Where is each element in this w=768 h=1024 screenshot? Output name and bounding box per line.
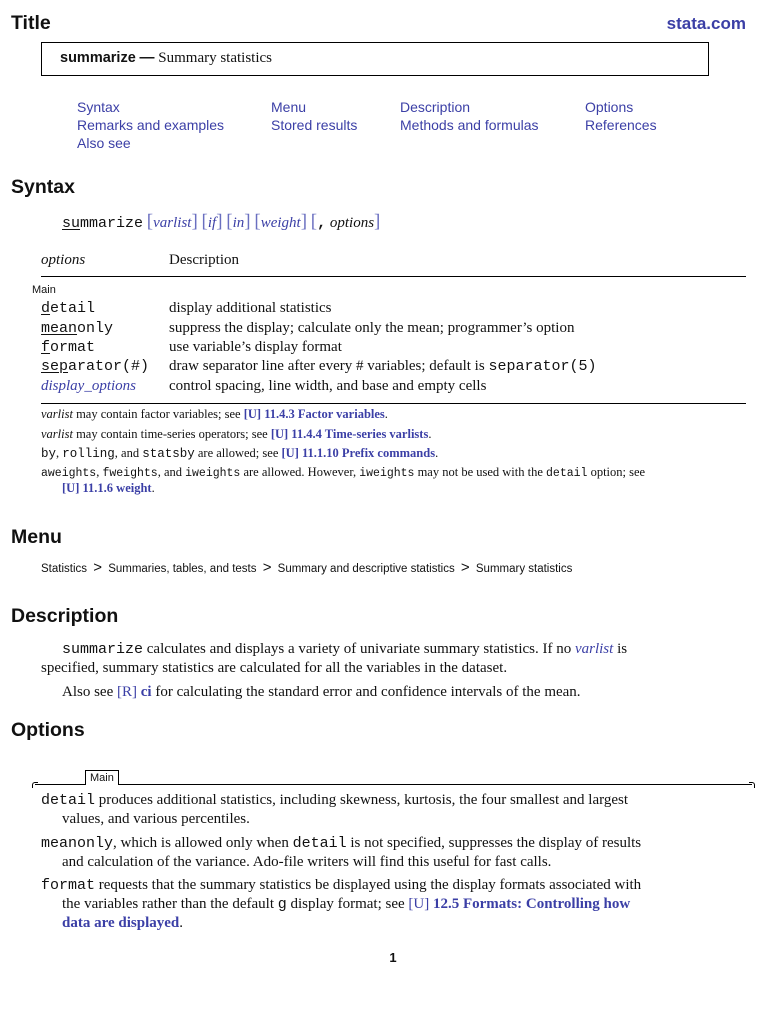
note-statsby: statsby <box>142 447 195 461</box>
note-text: , <box>56 446 63 460</box>
menu-separator: > <box>262 559 272 576</box>
title-dash: — <box>139 49 155 66</box>
description-paragraph-2 <box>62 683 581 701</box>
option-description: draw separator line after every # variables; default is <box>169 358 485 374</box>
syntax-in-link[interactable]: in <box>232 215 245 231</box>
options-tab-main: Main <box>85 770 119 785</box>
note-weights <box>41 465 746 496</box>
option-rest: only <box>77 320 114 337</box>
bracket-close: ] <box>216 211 223 232</box>
nav-link-also-see[interactable]: Also see <box>77 135 131 151</box>
opt-g: g <box>277 896 287 913</box>
note-text: are allowed; see <box>194 446 282 460</box>
option-description: suppress the display; calculate only the mean; programmer’s option <box>169 320 575 336</box>
option-row-display-options <box>41 378 746 398</box>
nav-link-references[interactable]: References <box>585 117 657 133</box>
syntax-options: options <box>329 215 375 231</box>
opt-format: format <box>41 877 96 894</box>
link-ci[interactable]: ci <box>140 684 152 700</box>
bracket-close: ] <box>191 211 198 232</box>
desc-summarize: summarize <box>62 641 144 658</box>
note-period: . <box>384 407 388 421</box>
desc-text: for calculating the standard error and confidence intervals of the mean. <box>151 684 581 700</box>
opt-meanonly: meanonly <box>41 835 114 852</box>
description-heading: Description <box>11 605 119 627</box>
note-varlist: varlist <box>41 407 73 421</box>
link-formats[interactable]: 12.5 Formats: Controlling how <box>432 896 631 912</box>
option-row-meanonly <box>41 320 746 340</box>
link-prefix-commands[interactable]: [U] 11.1.10 Prefix commands <box>281 446 436 460</box>
nav-link-menu[interactable]: Menu <box>271 99 307 115</box>
link-time-series-varlists[interactable]: [U] 11.4.4 Time-series varlists <box>270 427 429 441</box>
option-description: control spacing, line width, and base and empty cells <box>169 378 487 394</box>
note-text: , and <box>114 446 143 460</box>
nav-col-2 <box>271 98 357 134</box>
menu-path-item: Summary and descriptive statistics <box>277 563 455 575</box>
note-period: . <box>428 427 432 441</box>
note-time-series <box>41 427 431 442</box>
nav-col-3 <box>400 98 539 134</box>
command-description: Summary statistics <box>158 50 273 66</box>
option-default: separator(5) <box>488 358 597 375</box>
nav-link-methods[interactable]: Methods and formulas <box>400 117 539 133</box>
note-fweights: fweights <box>102 467 158 480</box>
title-box <box>41 42 709 76</box>
nav-link-remarks[interactable]: Remarks and examples <box>77 117 225 133</box>
nav-col-1 <box>77 98 224 152</box>
syntax-cmd-rest: mmarize <box>80 215 144 232</box>
desc-text: is <box>613 641 628 657</box>
bracket-close: ] <box>244 211 251 232</box>
options-rule <box>35 784 752 785</box>
opt-text: is not specified, suppresses the display of results <box>346 835 642 851</box>
option-abbrev: mean <box>41 320 78 337</box>
note-varlist: varlist <box>41 427 73 441</box>
note-text: , and <box>157 465 186 479</box>
options-heading: Options <box>11 719 85 741</box>
note-iweights: iweights <box>359 467 415 480</box>
note-rolling: rolling <box>62 447 115 461</box>
options-meanonly-paragraph <box>41 834 746 871</box>
option-abbrev: f <box>41 339 51 356</box>
option-row-separator <box>41 358 746 378</box>
table-rule-bottom <box>41 403 746 404</box>
opt-period: . <box>179 915 183 931</box>
option-description: use variable’s display format <box>169 339 342 355</box>
opt-text: requests that the summary statistics be displayed using the display formats associated with <box>95 877 642 893</box>
opt-text: , which is allowed only when <box>113 835 293 851</box>
nav-link-description[interactable]: Description <box>400 99 471 115</box>
note-aweights: aweights <box>41 467 97 480</box>
bracket-close: ] <box>300 211 308 232</box>
syntax-heading: Syntax <box>11 176 75 198</box>
option-rest: ormat <box>50 339 96 356</box>
options-format-paragraph <box>41 876 746 932</box>
option-abbrev: sep <box>41 358 69 375</box>
desc-text: Also see <box>62 684 117 700</box>
desc-varlist-link[interactable]: varlist <box>574 641 614 657</box>
note-period: . <box>435 446 439 460</box>
bracket-open: [ <box>226 211 233 232</box>
bracket-open: [ <box>254 211 261 232</box>
opt-detail: detail <box>41 792 96 809</box>
nav-col-4 <box>585 98 657 134</box>
description-paragraph-1 <box>41 640 746 677</box>
link-weight[interactable]: [U] 11.1.6 weight <box>62 481 152 495</box>
link-u-formats[interactable]: [U] <box>408 896 430 912</box>
page-number: 1 <box>389 950 397 965</box>
menu-separator: > <box>460 559 470 576</box>
bracket-open: [ <box>201 211 208 232</box>
opt-text: values, and various percentiles. <box>62 811 250 827</box>
menu-path <box>41 559 572 576</box>
option-abbrev: d <box>41 300 51 317</box>
syntax-weight-link[interactable]: weight <box>260 215 301 231</box>
rule-right-cap <box>749 782 755 788</box>
desc-text: calculates and displays a variety of univariate summary statistics. If no <box>143 641 575 657</box>
option-description: display additional statistics <box>169 300 332 316</box>
link-r-ci[interactable]: [R] <box>117 684 137 700</box>
syntax-varlist-link[interactable]: varlist <box>153 215 192 231</box>
stata-link[interactable]: stata.com <box>666 14 746 33</box>
display-options-link[interactable]: display_options <box>41 378 137 394</box>
option-rest: arator(#) <box>68 358 150 375</box>
opt-detail: detail <box>292 835 347 852</box>
note-text: may contain factor variables; see <box>72 407 244 421</box>
nav-link-options[interactable]: Options <box>585 99 634 115</box>
table-rule-top <box>41 276 746 277</box>
nav-link-stored-results[interactable]: Stored results <box>271 117 358 133</box>
menu-path-item: Summaries, tables, and tests <box>108 563 257 575</box>
note-period: . <box>151 481 155 495</box>
note-prefix <box>41 446 438 461</box>
opt-text: the variables rather than the default <box>62 896 278 912</box>
syntax-line <box>62 211 380 233</box>
option-row-format <box>41 339 746 359</box>
menu-heading: Menu <box>11 526 62 548</box>
note-by: by <box>41 447 57 461</box>
note-text: may not be used with the <box>414 465 547 479</box>
link-formats[interactable]: data are displayed <box>62 915 180 931</box>
option-row-detail <box>41 300 746 320</box>
bracket-close: ] <box>374 211 381 232</box>
nav-link-syntax[interactable]: Syntax <box>77 99 120 115</box>
page-title: Title <box>11 12 51 34</box>
table-header-options: options <box>41 252 86 268</box>
option-rest: etail <box>50 300 96 317</box>
note-text: are allowed. However, <box>240 465 360 479</box>
table-group-main: Main <box>32 284 56 296</box>
rule-left-cap <box>32 782 38 788</box>
note-detail: detail <box>546 467 588 480</box>
syntax-cmd-abbrev: su <box>62 215 81 232</box>
note-factor-variables <box>41 407 388 422</box>
menu-path-item: Statistics <box>41 563 88 575</box>
opt-text: produces additional statistics, including skewness, kurtosis, the four smallest and largest <box>95 792 628 808</box>
table-header-description: Description <box>169 252 239 268</box>
link-factor-variables[interactable]: [U] 11.4.3 Factor variables <box>243 407 385 421</box>
note-text: may contain time-series operators; see <box>72 427 271 441</box>
menu-path-item: Summary statistics <box>475 563 573 575</box>
options-detail-paragraph <box>41 791 746 828</box>
bracket-open: [ <box>310 211 318 232</box>
syntax-if-link[interactable]: if <box>207 215 217 231</box>
note-iweights: iweights <box>185 467 241 480</box>
syntax-comma: , <box>317 215 327 232</box>
opt-text: display format; see <box>286 896 409 912</box>
menu-separator: > <box>93 559 102 576</box>
opt-text: and calculation of the variance. Ado-file writers will find this useful for fast calls. <box>62 854 552 870</box>
note-text: , <box>96 465 103 479</box>
desc-text: specified, summary statistics are calculated for all the variables in the dataset. <box>41 660 508 676</box>
command-name: summarize <box>60 50 136 66</box>
bracket-open: [ <box>146 211 154 232</box>
note-text: option; see <box>587 465 646 479</box>
